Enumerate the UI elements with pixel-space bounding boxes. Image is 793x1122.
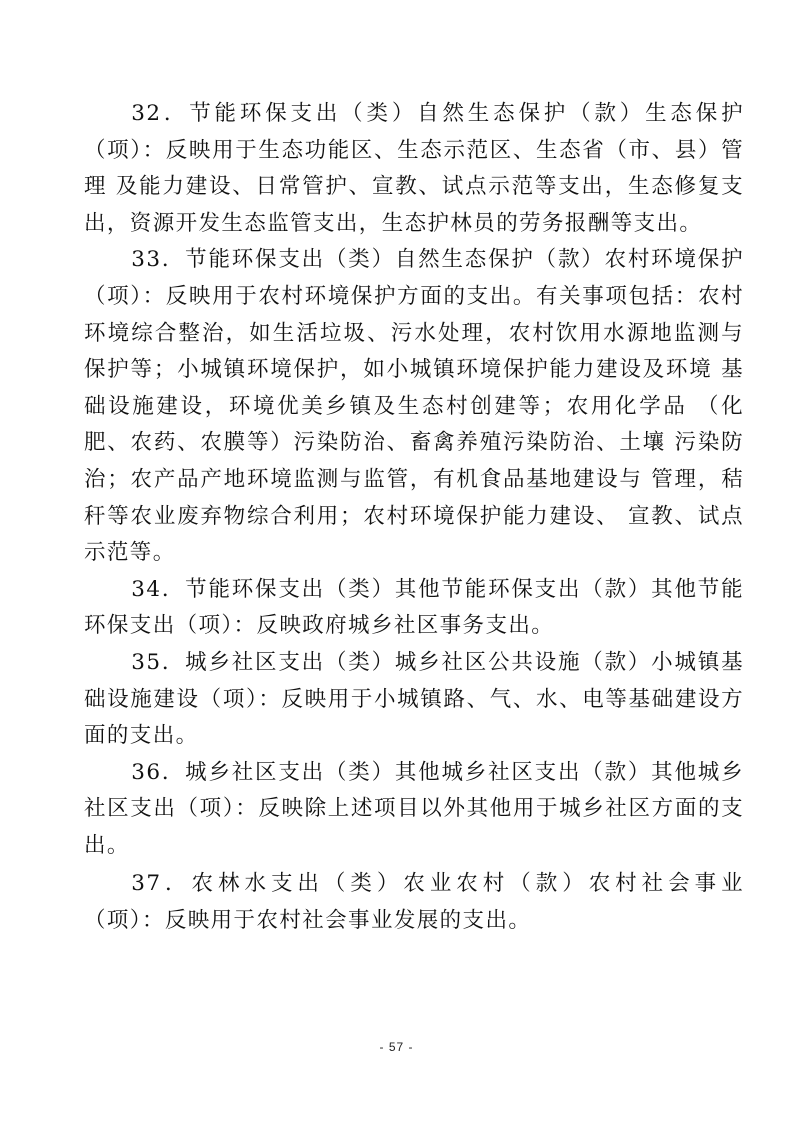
paragraph-37: 37．农林水支出（类）农业农村（款）农村社会事业（项）：反映用于农村社会事业发展的支出。 bbox=[84, 871, 744, 934]
page-number: - 57 - bbox=[379, 1040, 414, 1054]
paragraph-36: 36．城乡社区支出（类）其他城乡社区支出（款）其他城乡社区支出（项）：反映除上述项目以外其他用于城乡社区方面的支出。 bbox=[84, 759, 744, 858]
paragraph-34: 34．节能环保支出（类）其他节能环保支出（款）其他节能环保支出（项）：反映政府城乡社区事务支出。 bbox=[84, 576, 744, 639]
body-text bbox=[84, 96, 744, 940]
paragraph-35: 35．城乡社区支出（类）城乡社区公共设施（款）小城镇基础设施建设（项）：反映用于小城镇路、气、水、电等基础建设方面的支出。 bbox=[84, 649, 744, 749]
paragraph-33: 33．节能环保支出（类）自然生态保护（款）农村环境保护（项）：反映用于农村环境保护方面的支出。有关事项包括：农村环境综合整治，如生活垃圾、污水处理，农村饮用水源地监测与 保护等；小城镇环境保护，如小城镇环境保护能力建设及环境 基础设施建设，环境优美乡镇及生态村创建等；农用化学品 （化肥、农药、农膜等）污染防治、畜禽养殖污染防治、土壤 污染防治；农产品产地环境监测与监管，有机食品基地建设与 管理，秸秆等农业废弃物综合利用；农村环境保护能力建设、 宣教、试点示范等。 bbox=[84, 247, 744, 566]
paragraph-32: 32．节能环保支出（类）自然生态保护（款）生态保护（项）：反映用于生态功能区、生态示范区、生态省（市、县）管理 及能力建设、日常管护、宣教、试点示范等支出，生态修复支 出，资源开发生态监管支出，生态护林员的劳务报酬等支出。 bbox=[84, 101, 744, 236]
